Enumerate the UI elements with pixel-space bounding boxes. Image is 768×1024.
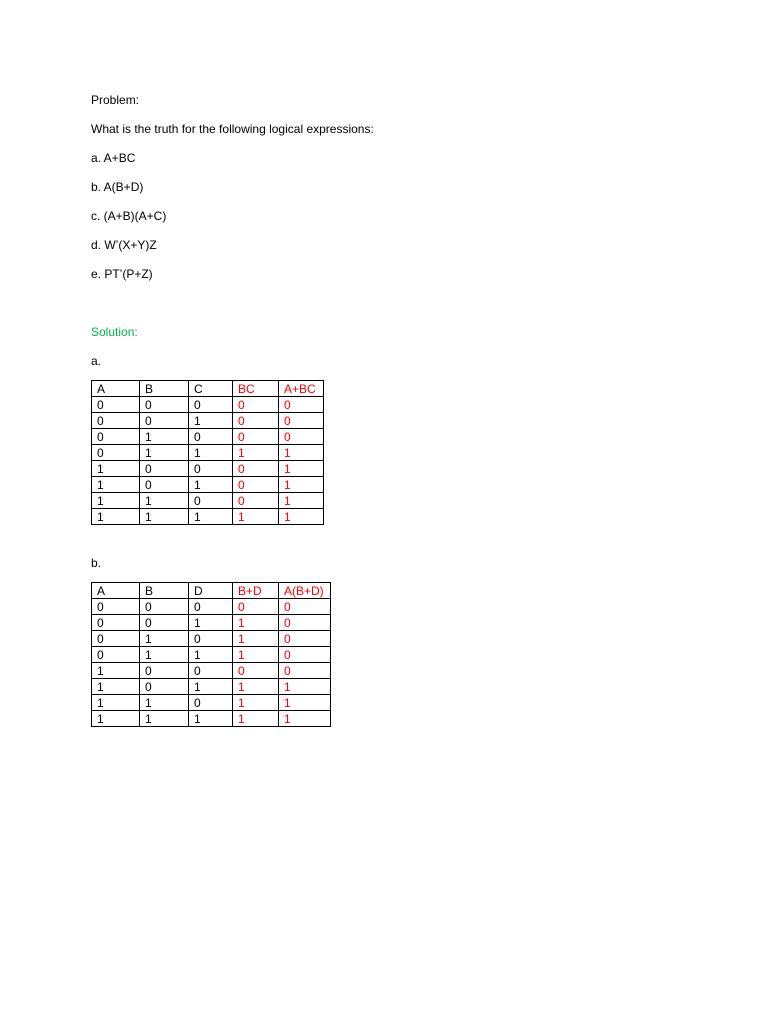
solution-heading: Solution: xyxy=(91,325,138,339)
table-row xyxy=(92,711,331,727)
table-row xyxy=(92,663,331,679)
table-row xyxy=(92,695,331,711)
table-cell: 0 xyxy=(279,631,331,647)
table-cell: 0 xyxy=(189,461,233,477)
problem-question: What is the truth for the following logical expressions: xyxy=(91,122,374,136)
column-header: D xyxy=(189,583,233,599)
table-cell: 0 xyxy=(233,477,279,493)
table-cell: 1 xyxy=(140,631,189,647)
column-header: B xyxy=(140,381,189,397)
table-cell: 0 xyxy=(189,599,233,615)
table-cell: 0 xyxy=(140,477,189,493)
table-cell: 1 xyxy=(140,493,189,509)
table-cell: 1 xyxy=(233,711,279,727)
table-cell: 1 xyxy=(189,647,233,663)
table-cell: 0 xyxy=(233,413,279,429)
table-cell: 0 xyxy=(140,615,189,631)
table-cell: 1 xyxy=(92,477,140,493)
table-cell: 0 xyxy=(189,429,233,445)
table-cell: 0 xyxy=(92,413,140,429)
table-cell: 0 xyxy=(189,631,233,647)
header-row xyxy=(92,381,324,397)
table-cell: 0 xyxy=(279,429,324,445)
table-row xyxy=(92,445,324,461)
column-header: A xyxy=(92,583,140,599)
table-cell: 1 xyxy=(189,445,233,461)
problem-heading: Problem: xyxy=(91,93,140,107)
table-row xyxy=(92,647,331,663)
table-cell: 0 xyxy=(279,599,331,615)
table-cell: 0 xyxy=(233,599,279,615)
table-cell: 1 xyxy=(189,615,233,631)
table-cell: 1 xyxy=(279,445,324,461)
column-header: C xyxy=(189,381,233,397)
table-cell: 0 xyxy=(189,695,233,711)
column-header: B+D xyxy=(233,583,279,599)
table-cell: 0 xyxy=(189,493,233,509)
table-row xyxy=(92,429,324,445)
table-cell: 0 xyxy=(233,461,279,477)
table-cell: 1 xyxy=(189,413,233,429)
table-cell: 1 xyxy=(279,461,324,477)
table-row xyxy=(92,397,324,413)
table-cell: 0 xyxy=(92,397,140,413)
truth-table-b xyxy=(91,582,331,727)
table-cell: 1 xyxy=(92,695,140,711)
part-b-label: b. xyxy=(91,556,102,570)
table-cell: 1 xyxy=(279,493,324,509)
table-row xyxy=(92,413,324,429)
truth-table-a xyxy=(91,380,324,525)
table-cell: 0 xyxy=(189,663,233,679)
column-header: A xyxy=(92,381,140,397)
table-cell: 0 xyxy=(279,647,331,663)
table-cell: 0 xyxy=(140,599,189,615)
table-cell: 1 xyxy=(140,445,189,461)
column-header: A+BC xyxy=(279,381,324,397)
table-row xyxy=(92,461,324,477)
expression-e: e. PT’(P+Z) xyxy=(91,267,153,281)
table-cell: 1 xyxy=(140,509,189,525)
table-cell: 0 xyxy=(279,413,324,429)
table-cell: 1 xyxy=(279,477,324,493)
table-cell: 0 xyxy=(140,663,189,679)
table-cell: 1 xyxy=(189,711,233,727)
part-a-label: a. xyxy=(91,354,102,368)
table-cell: 0 xyxy=(92,647,140,663)
table-cell: 1 xyxy=(233,615,279,631)
table-cell: 1 xyxy=(140,429,189,445)
table-cell: 0 xyxy=(92,445,140,461)
table-cell: 0 xyxy=(140,461,189,477)
table-cell: 1 xyxy=(189,509,233,525)
column-header: A(B+D) xyxy=(279,583,331,599)
table-cell: 1 xyxy=(92,461,140,477)
table-cell: 0 xyxy=(279,663,331,679)
table-cell: 1 xyxy=(140,695,189,711)
expression-a: a. A+BC xyxy=(91,151,136,165)
table-row xyxy=(92,509,324,525)
table-cell: 1 xyxy=(233,695,279,711)
table-cell: 0 xyxy=(233,663,279,679)
table-row xyxy=(92,493,324,509)
table-cell: 1 xyxy=(279,695,331,711)
table-cell: 1 xyxy=(189,477,233,493)
table-cell: 0 xyxy=(140,679,189,695)
table-cell: 1 xyxy=(92,493,140,509)
table-row xyxy=(92,477,324,493)
table-cell: 1 xyxy=(92,663,140,679)
expression-d: d. W’(X+Y)Z xyxy=(91,238,157,252)
table-cell: 0 xyxy=(233,429,279,445)
expression-c: c. (A+B)(A+C) xyxy=(91,209,167,223)
table-cell: 1 xyxy=(233,509,279,525)
table-cell: 1 xyxy=(92,679,140,695)
table-cell: 0 xyxy=(92,429,140,445)
table-cell: 1 xyxy=(279,679,331,695)
table-cell: 0 xyxy=(233,493,279,509)
table-cell: 0 xyxy=(279,397,324,413)
table-cell: 1 xyxy=(140,711,189,727)
table-cell: 0 xyxy=(92,631,140,647)
table-cell: 0 xyxy=(279,615,331,631)
table-row xyxy=(92,599,331,615)
table-row xyxy=(92,679,331,695)
table-cell: 0 xyxy=(92,615,140,631)
table-cell: 1 xyxy=(233,631,279,647)
column-header: BC xyxy=(233,381,279,397)
column-header: B xyxy=(140,583,189,599)
table-cell: 1 xyxy=(92,711,140,727)
table-cell: 1 xyxy=(140,647,189,663)
table-cell: 0 xyxy=(140,397,189,413)
header-row xyxy=(92,583,331,599)
table-row xyxy=(92,631,331,647)
table-cell: 1 xyxy=(279,711,331,727)
table-cell: 0 xyxy=(233,397,279,413)
table-cell: 1 xyxy=(92,509,140,525)
table-cell: 1 xyxy=(233,647,279,663)
table-cell: 1 xyxy=(233,445,279,461)
table-cell: 0 xyxy=(140,413,189,429)
document-page xyxy=(91,92,731,727)
table-cell: 1 xyxy=(189,679,233,695)
table-row xyxy=(92,615,331,631)
expression-b: b. A(B+D) xyxy=(91,180,144,194)
table-cell: 0 xyxy=(92,599,140,615)
table-cell: 0 xyxy=(189,397,233,413)
table-cell: 1 xyxy=(279,509,324,525)
table-cell: 1 xyxy=(233,679,279,695)
